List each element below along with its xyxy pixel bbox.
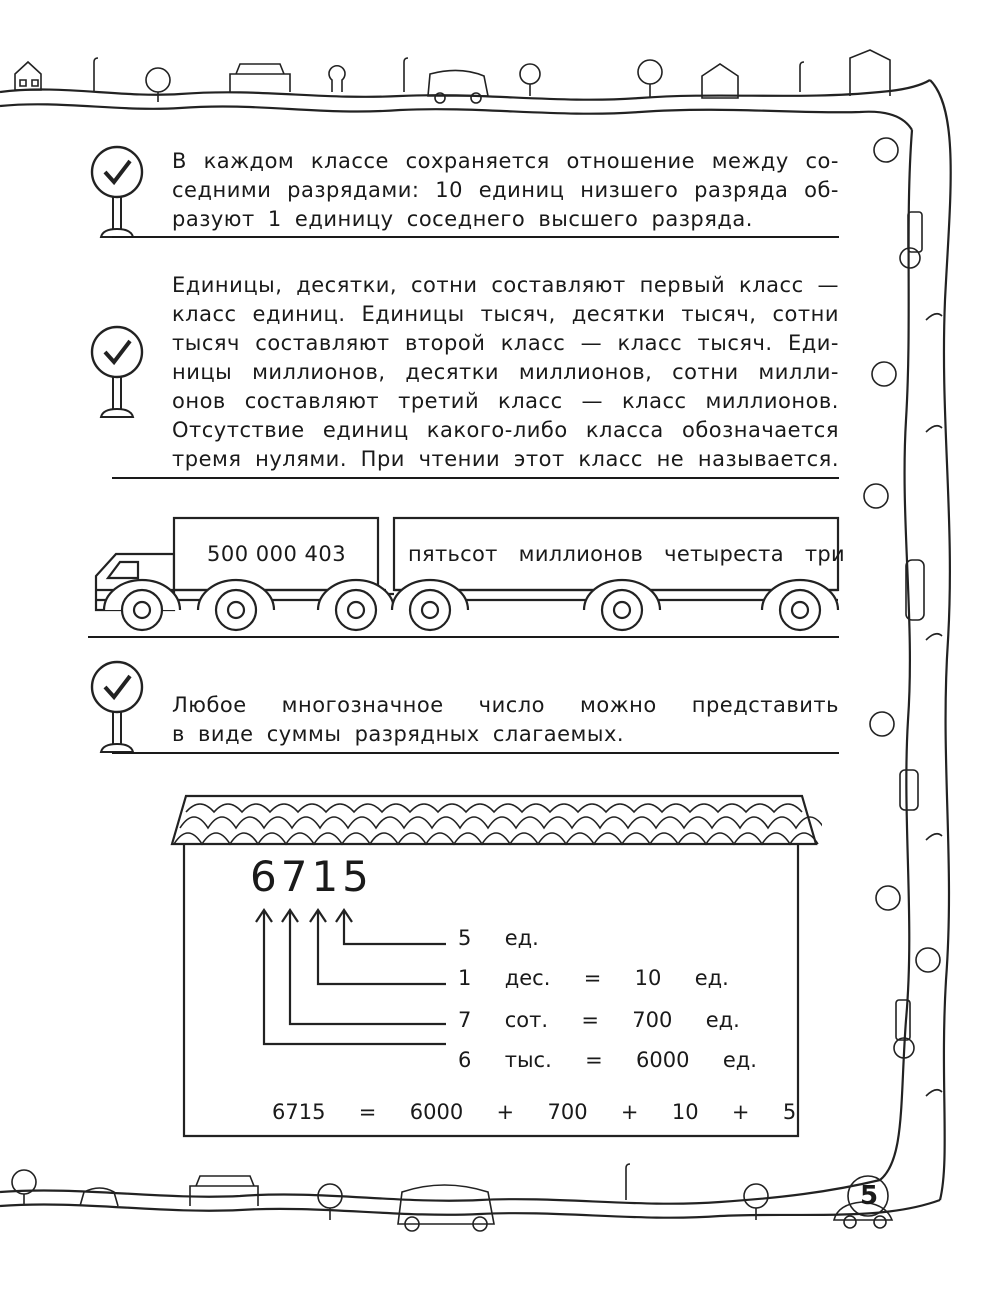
- rule-line: седними разрядами: 10 единиц низшего разряда об-: [172, 178, 839, 202]
- rule-line: В каждом классе сохраняется отношение между со-: [172, 149, 839, 173]
- rule-text-2: [172, 271, 839, 474]
- digit-row-hundreds: 7 сот. = 700 ед.: [458, 1008, 740, 1032]
- rule-line: Отсутствие единиц какого-либо класса обозначается: [172, 418, 839, 442]
- rule-line: в виде суммы разрядных слагаемых.: [172, 722, 625, 746]
- rule-line: онов составляют третий класс — класс миллионов.: [172, 389, 839, 413]
- rule-line: тремя нулями. При чтении этот класс не называется.: [172, 447, 839, 471]
- digit-row-thousands: 6 тыс. = 6000 ед.: [458, 1048, 757, 1072]
- checkmark-sign-icon: [88, 658, 148, 756]
- house-number: 6715: [250, 852, 373, 901]
- rule-line: разуют 1 единицу соседнего высшего разряда.: [172, 207, 753, 231]
- rule-underline: [112, 752, 839, 754]
- rule-line: Единицы, десятки, сотни составляют первый класс —: [172, 273, 839, 297]
- rule-line: тысяч составляют второй класс — класс тысяч. Еди-: [172, 331, 839, 355]
- page-number: 5: [860, 1181, 879, 1211]
- rule-text-1: [172, 147, 839, 234]
- rule-line: ницы миллионов, десятки миллионов, сотни милли-: [172, 360, 839, 384]
- checkmark-sign-icon: [88, 323, 148, 421]
- rule-underline: [112, 236, 839, 238]
- sum-expression: 6715 = 6000 + 700 + 10 + 5: [272, 1100, 797, 1124]
- truck-ground-line: [88, 636, 839, 638]
- rule-underline: [112, 477, 839, 479]
- rule-line: Любое многозначное число можно представить: [172, 693, 839, 717]
- truck-illustration: [86, 514, 846, 638]
- rule-line: класс единиц. Единицы тысяч, десятки тысяч, сотни: [172, 302, 839, 326]
- checkmark-sign-icon: [88, 143, 148, 241]
- house-illustration: [166, 790, 822, 1140]
- truck-number-words: пятьсот миллионов четыреста три: [408, 542, 845, 566]
- rule-text-3: [172, 691, 839, 749]
- digit-row-units: 5 ед.: [458, 926, 539, 950]
- digit-row-tens: 1 дес. = 10 ед.: [458, 966, 729, 990]
- truck-number: 500 000 403: [207, 542, 347, 566]
